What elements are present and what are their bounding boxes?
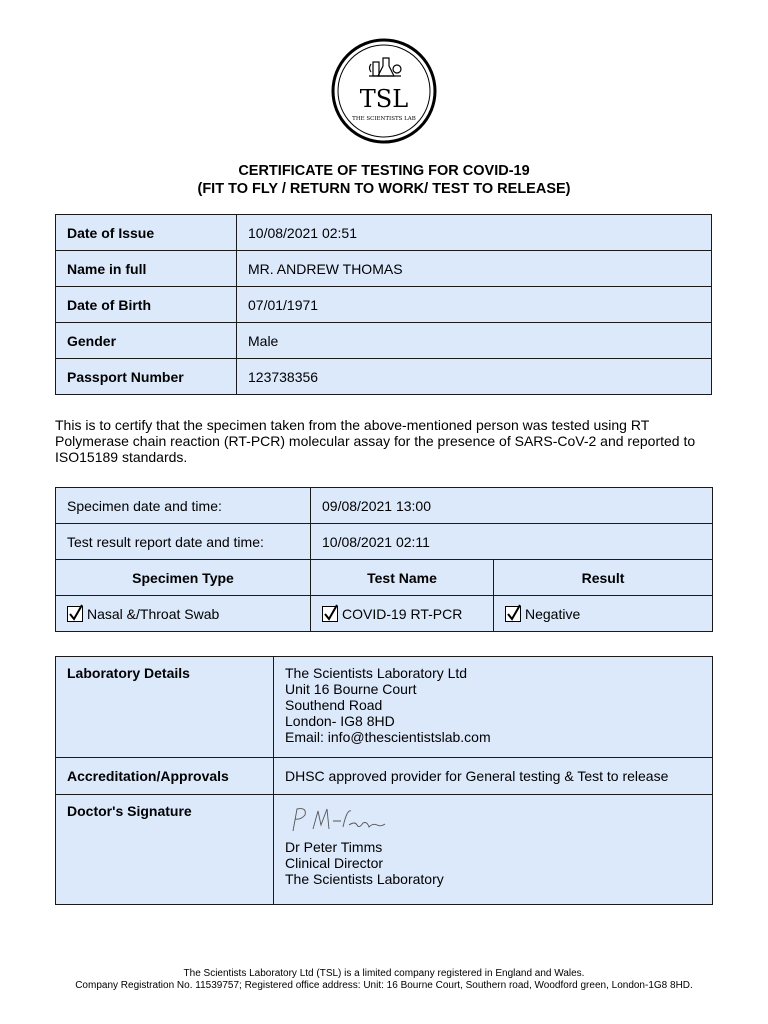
dob-value: 07/01/1971 [237,287,712,323]
signature-label: Doctor's Signature [56,795,274,905]
table-row [56,795,713,905]
test-name-cell [311,596,494,632]
report-date-label: Test result report date and time: [56,524,311,560]
date-of-issue-label: Date of Issue [56,215,237,251]
specimen-type-value: Nasal &/Throat Swab [87,605,220,622]
specimen-date-label: Specimen date and time: [56,488,311,524]
logo-subtext: THE SCIENTISTS LAB [352,116,416,122]
dob-label: Date of Birth [56,287,237,323]
laboratory-table [55,656,713,905]
table-header-row [56,560,713,596]
date-of-issue-value: 10/08/2021 02:51 [237,215,712,251]
table-row [56,215,712,251]
result-header: Result [494,560,713,596]
specimen-type-cell [56,596,311,632]
certification-statement: This is to certify that the specimen taken from the above-mentioned person was tested using RT Polymerase chain reaction (RT-PCR) molecular assay for the presence of SARS-CoV-2 and reported to ISO15189 standards. [55,417,696,465]
accreditation-value: DHSC approved provider for General testing & Test to release [274,758,713,795]
checkbox-checked-icon [67,606,83,622]
lab-address-line: The Scientists Laboratory Ltd [285,665,468,681]
table-row [56,657,713,758]
table-row [56,524,713,560]
name-label: Name in full [56,251,237,287]
lab-email: Email: info@thescientistslab.com [285,729,491,745]
lab-address-line: London- IG8 8HD [285,713,395,729]
table-row [56,488,713,524]
logo-text: TSL [359,85,409,113]
result-cell [494,596,713,632]
test-name-header: Test Name [311,560,494,596]
personal-details-table [55,214,712,395]
gender-value: Male [237,323,712,359]
specimen-type-header: Specimen Type [56,560,311,596]
lab-address-line: Unit 16 Bourne Court [285,681,417,697]
gender-label: Gender [56,323,237,359]
doctor-organisation: The Scientists Laboratory [285,871,444,887]
checkbox-checked-icon [505,606,521,622]
footer-line-1: The Scientists Laboratory Ltd (TSL) is a limited company registered in England and Wales. [183,968,585,979]
lab-details-label: Laboratory Details [56,657,274,758]
table-row [56,251,712,287]
result-value: Negative [525,605,581,622]
lab-address-line: Southend Road [285,697,383,713]
table-row [56,596,713,632]
specimen-table [55,487,713,632]
table-row [56,758,713,795]
signature-cell [274,795,713,905]
table-row [56,287,712,323]
checkbox-checked-icon [322,606,338,622]
table-row [56,359,712,395]
passport-label: Passport Number [56,359,237,395]
name-value: MR. ANDREW THOMAS [237,251,712,287]
doctor-signature [285,803,701,839]
report-date-value: 10/08/2021 02:11 [311,524,713,560]
accreditation-label: Accreditation/Approvals [56,758,274,795]
certificate-title: CERTIFICATE OF TESTING FOR COVID-19 [238,163,530,179]
lab-address [274,657,713,758]
test-name-value: COVID-19 RT-PCR [342,605,463,622]
passport-value: 123738356 [237,359,712,395]
footer-line-2: Company Registration No. 11539757; Registered office address: Unit: 16 Bourne Court, Southern road, Woodford green, London-1G8 8HD. [75,980,693,991]
table-row [56,323,712,359]
certificate-subtitle: (FIT TO FLY / RETURN TO WORK/ TEST TO RELEASE) [197,181,571,197]
company-logo [331,38,437,144]
doctor-title: Clinical Director [285,855,384,871]
doctor-name: Dr Peter Timms [285,839,383,855]
specimen-date-value: 09/08/2021 13:00 [311,488,713,524]
